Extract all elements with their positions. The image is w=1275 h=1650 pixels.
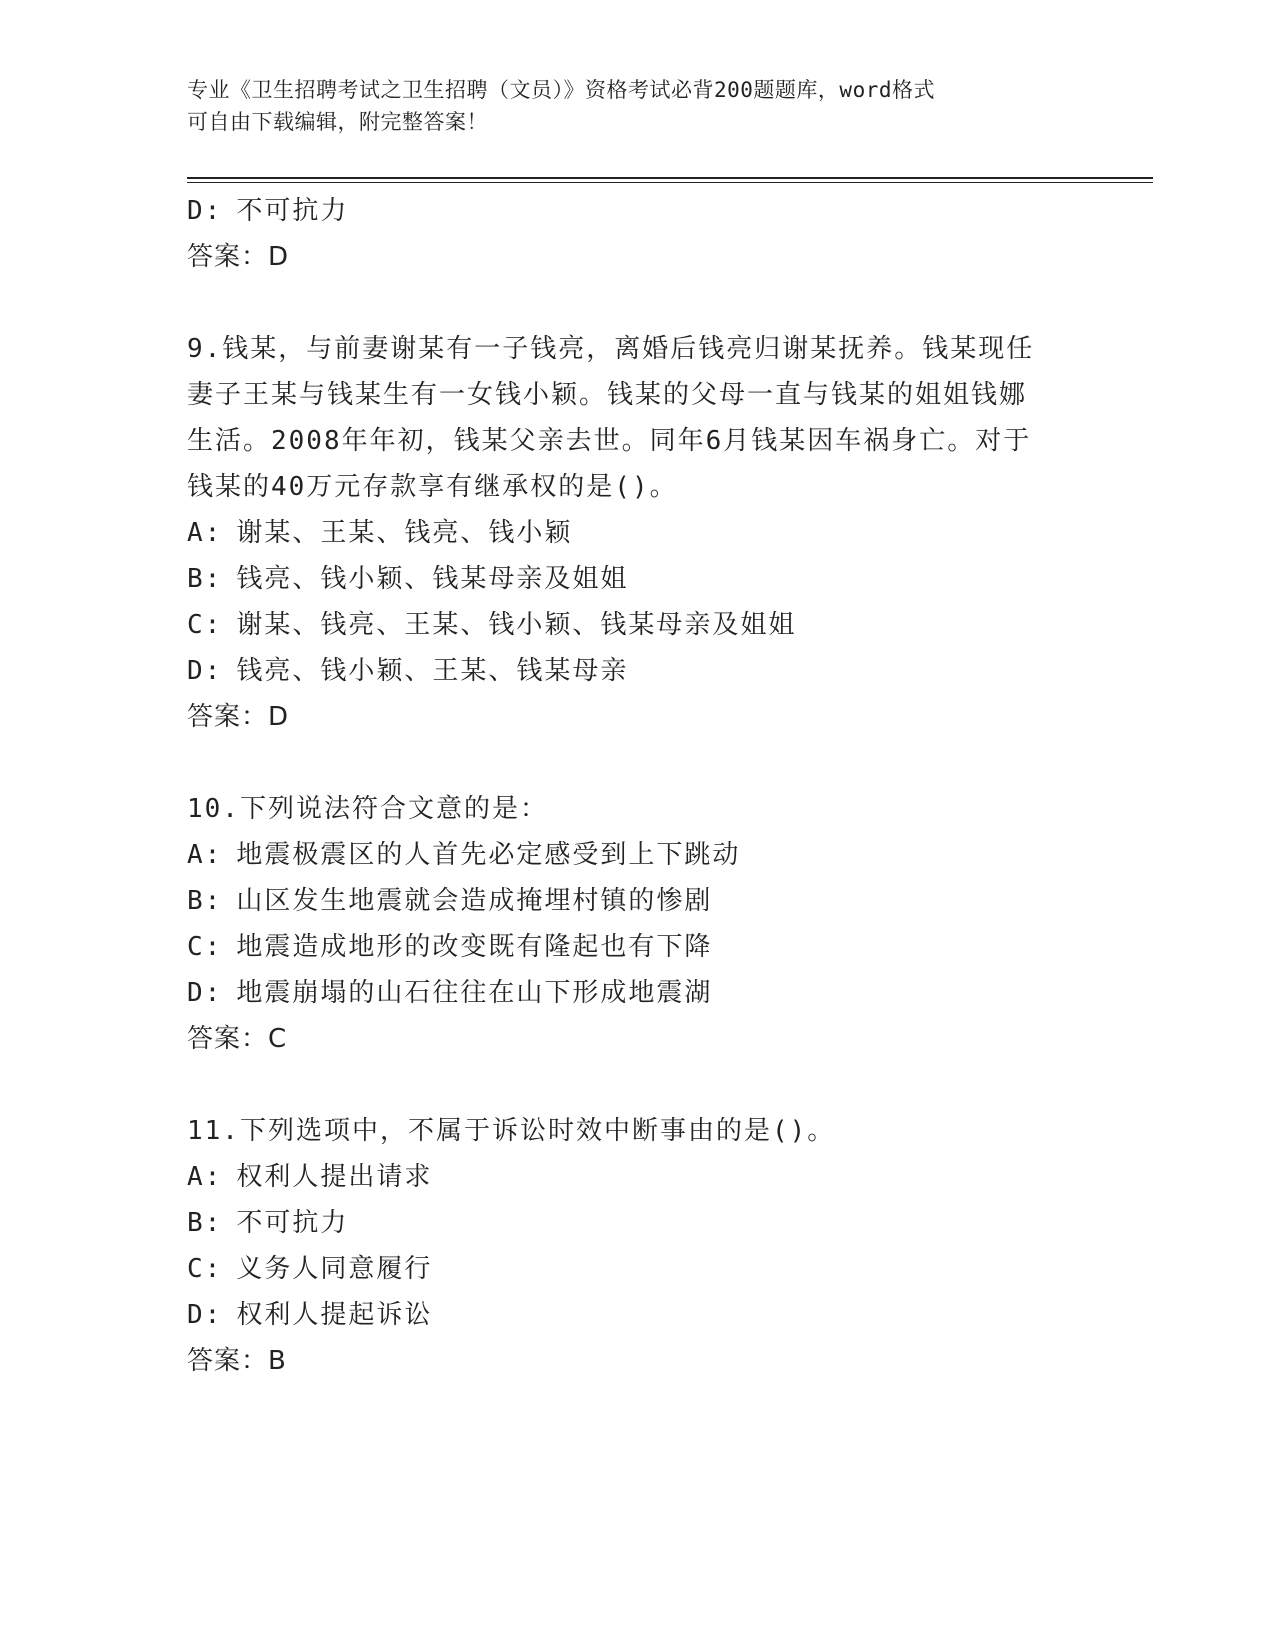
option-label: B:: [187, 1208, 223, 1238]
option-text: 不可抗力: [236, 196, 349, 226]
option-label: D:: [187, 978, 223, 1008]
question-text-line: 钱某的40万元存款享有继承权的是()。: [187, 472, 678, 502]
spacer: [187, 280, 1067, 326]
option-a: [187, 1154, 1067, 1200]
option-d: [187, 1292, 1067, 1338]
question-9: [187, 326, 1067, 740]
question-text-line: 11.下列选项中，不属于诉讼时效中断事由的是()。: [187, 1116, 836, 1146]
option-label: D:: [187, 1300, 223, 1330]
option-label: D:: [187, 196, 223, 226]
option-text: 权利人提出请求: [236, 1162, 433, 1192]
option-text: 谢某、钱亮、王某、钱小颖、钱某母亲及姐姐: [236, 610, 797, 640]
header-rule-thick: [187, 177, 1153, 179]
option-text: 钱亮、钱小颖、王某、钱某母亲: [236, 656, 629, 686]
option-d: [187, 648, 1067, 694]
answer: 答案：D: [187, 702, 290, 732]
answer: 答案：C: [187, 1024, 288, 1054]
option-b: [187, 878, 1067, 924]
spacer: [187, 740, 1067, 786]
question-text-line: 妻子王某与钱某生有一女钱小颖。钱某的父母一直与钱某的姐姐钱娜: [187, 380, 1028, 410]
option-label: D:: [187, 656, 223, 686]
header-line-1: 专业《卫生招聘考试之卫生招聘（文员）》资格考试必背200题题库，word格式: [187, 78, 935, 102]
answer: 答案：B: [187, 1346, 287, 1376]
option-text: 钱亮、钱小颖、钱某母亲及姐姐: [236, 564, 629, 594]
option-text: 地震崩塌的山石往往在山下形成地震湖: [236, 978, 713, 1008]
option-b: [187, 1200, 1067, 1246]
document-header: [187, 74, 1067, 138]
option-text: 山区发生地震就会造成掩埋村镇的惨剧: [236, 886, 713, 916]
question-text-line: 9.钱某，与前妻谢某有一子钱亮，离婚后钱亮归谢某抚养。钱某现任: [187, 334, 1035, 364]
spacer: [187, 1062, 1067, 1108]
prev-option-d: [187, 188, 1067, 234]
option-a: [187, 832, 1067, 878]
option-label: C:: [187, 932, 223, 962]
option-text: 义务人同意履行: [236, 1254, 433, 1284]
option-label: B:: [187, 886, 223, 916]
header-rule-thin: [187, 182, 1153, 183]
option-text: 地震造成地形的改变既有隆起也有下降: [236, 932, 713, 962]
question-10: [187, 786, 1067, 1062]
option-label: A:: [187, 840, 223, 870]
option-text: 地震极震区的人首先必定感受到上下跳动: [236, 840, 741, 870]
option-d: [187, 970, 1067, 1016]
option-label: C:: [187, 610, 223, 640]
option-label: B:: [187, 564, 223, 594]
option-text: 谢某、王某、钱亮、钱小颖: [236, 518, 573, 548]
option-c: [187, 924, 1067, 970]
prev-answer: 答案：D: [187, 242, 290, 272]
question-11: [187, 1108, 1067, 1384]
question-text-line: 10.下列说法符合文意的是：: [187, 794, 548, 824]
option-label: A:: [187, 1162, 223, 1192]
option-c: [187, 1246, 1067, 1292]
option-label: A:: [187, 518, 223, 548]
document-body: [187, 188, 1067, 1384]
question-text-line: 生活。2008年年初，钱某父亲去世。同年6月钱某因车祸身亡。对于: [187, 426, 1032, 456]
option-label: C:: [187, 1254, 223, 1284]
option-b: [187, 556, 1067, 602]
option-a: [187, 510, 1067, 556]
option-c: [187, 602, 1067, 648]
option-text: 权利人提起诉讼: [236, 1300, 433, 1330]
option-text: 不可抗力: [236, 1208, 349, 1238]
header-line-2: 可自由下载编辑，附完整答案！: [187, 110, 488, 134]
